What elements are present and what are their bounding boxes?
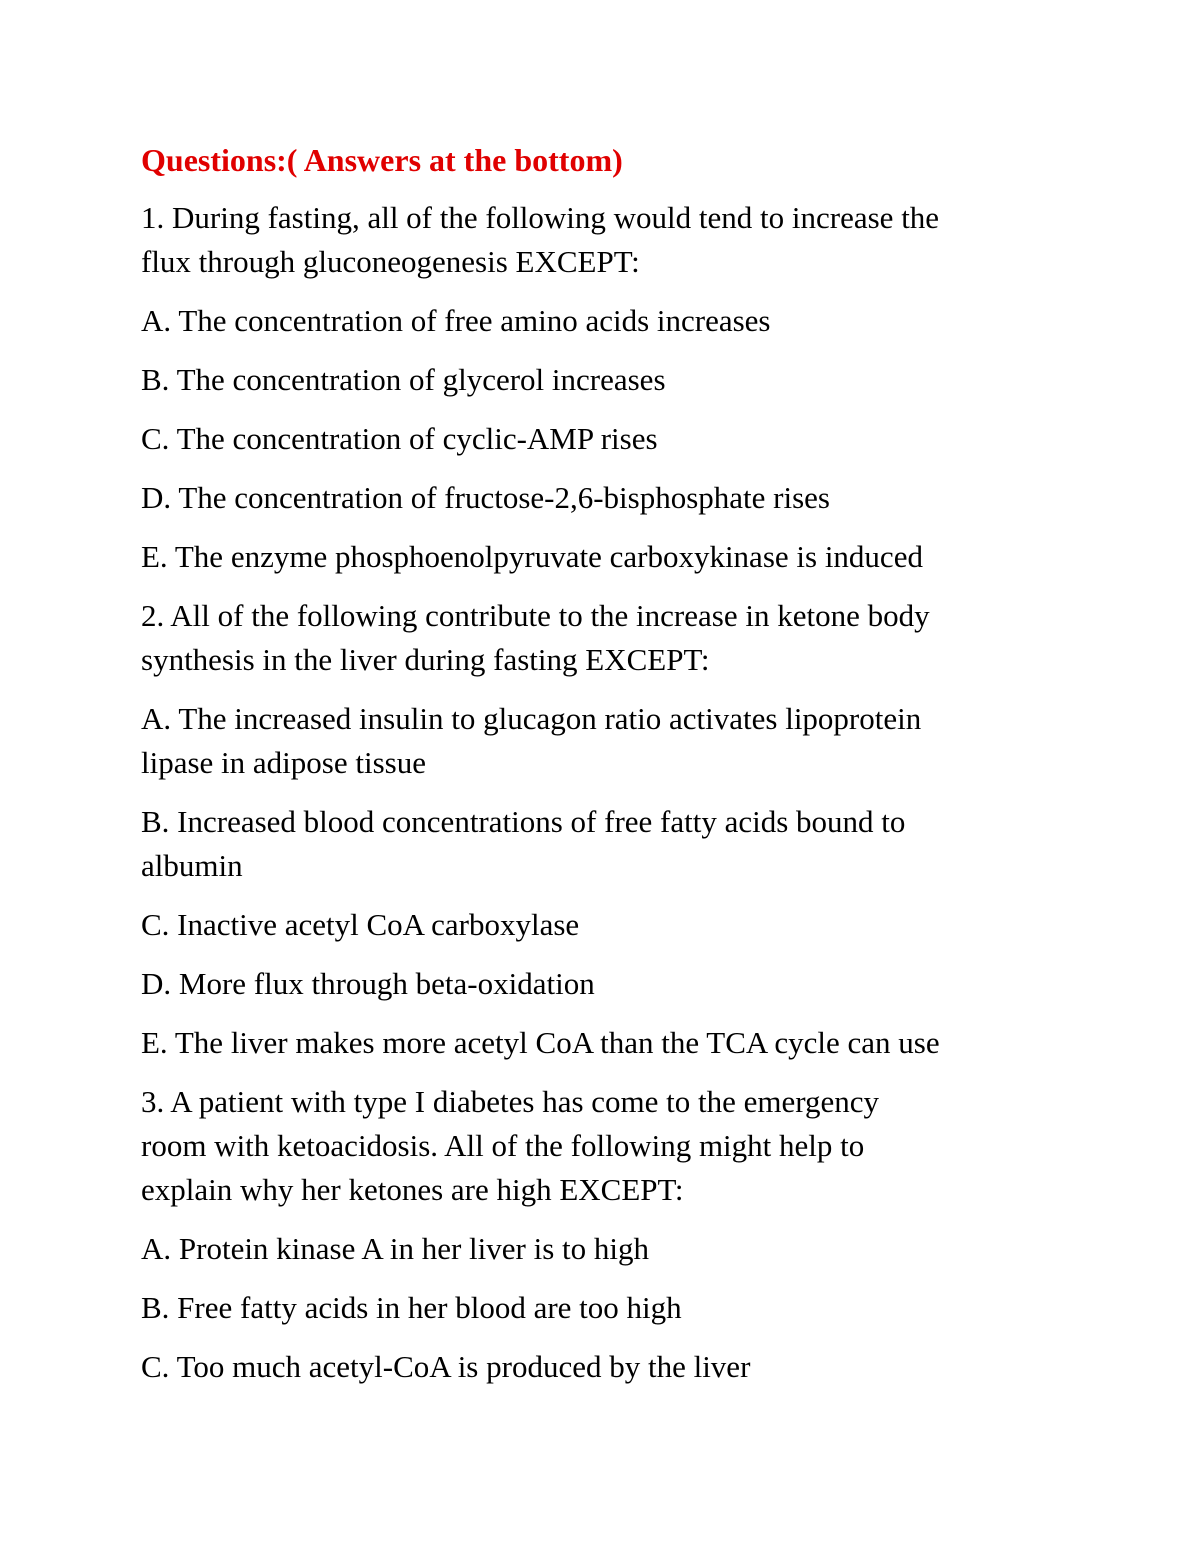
question-2-option-e-line: E. The liver makes more acetyl CoA than the TCA cycle can use xyxy=(141,1025,940,1060)
question-1-option-c-line: C. The concentration of cyclic-AMP rises xyxy=(141,421,658,456)
question-1-option-e-line: E. The enzyme phosphoenolpyruvate carboxykinase is induced xyxy=(141,539,923,574)
question-3-option-a-line: A. Protein kinase A in her liver is to high xyxy=(141,1231,650,1266)
question-2-stem xyxy=(141,594,1071,682)
question-2-option-a xyxy=(141,697,1071,785)
question-2-stem-line: 2. All of the following contribute to the increase in ketone body xyxy=(141,598,930,633)
question-3-option-b xyxy=(141,1286,1071,1330)
question-2-option-e xyxy=(141,1021,1071,1065)
question-3-option-a xyxy=(141,1227,1071,1271)
question-list xyxy=(141,196,1071,1389)
question-2-option-c-line: C. Inactive acetyl CoA carboxylase xyxy=(141,907,580,942)
question-2-option-d-line: D. More flux through beta-oxidation xyxy=(141,966,595,1001)
question-1-option-d xyxy=(141,476,1071,520)
question-3-stem-line: 3. A patient with type I diabetes has come to the emergency xyxy=(141,1084,880,1119)
questions-heading: Questions:( Answers at the bottom) xyxy=(141,142,623,178)
question-1-option-a xyxy=(141,299,1071,343)
question-3-option-c xyxy=(141,1345,1071,1389)
question-1-option-a-line: A. The concentration of free amino acids increases xyxy=(141,303,771,338)
question-2-option-a-line: A. The increased insulin to glucagon ratio activates lipoprotein xyxy=(141,701,922,736)
question-1-option-b xyxy=(141,358,1071,402)
question-2-stem-line: synthesis in the liver during fasting EXCEPT: xyxy=(141,642,710,677)
question-2-option-c xyxy=(141,903,1071,947)
question-2-option-b-line: albumin xyxy=(141,848,243,883)
question-2-option-a-line: lipase in adipose tissue xyxy=(141,745,426,780)
question-3-stem-line: room with ketoacidosis. All of the following might help to xyxy=(141,1128,865,1163)
question-1-stem xyxy=(141,196,1071,284)
question-1-stem-line: 1. During fasting, all of the following would tend to increase the xyxy=(141,200,940,235)
question-1-option-d-line: D. The concentration of fructose-2,6-bisphosphate rises xyxy=(141,480,830,515)
question-1-option-e xyxy=(141,535,1071,579)
question-3-stem-line: explain why her ketones are high EXCEPT: xyxy=(141,1172,684,1207)
question-3-option-b-line: B. Free fatty acids in her blood are too high xyxy=(141,1290,682,1325)
question-3-stem xyxy=(141,1080,1071,1212)
document-body xyxy=(141,138,1071,1404)
question-1-option-b-line: B. The concentration of glycerol increases xyxy=(141,362,666,397)
question-2-option-b xyxy=(141,800,1071,888)
question-3-option-c-line: C. Too much acetyl-CoA is produced by the liver xyxy=(141,1349,751,1384)
question-1-stem-line: flux through gluconeogenesis EXCEPT: xyxy=(141,244,640,279)
question-2-option-d xyxy=(141,962,1071,1006)
question-2-option-b-line: B. Increased blood concentrations of free fatty acids bound to xyxy=(141,804,906,839)
question-1-option-c xyxy=(141,417,1071,461)
